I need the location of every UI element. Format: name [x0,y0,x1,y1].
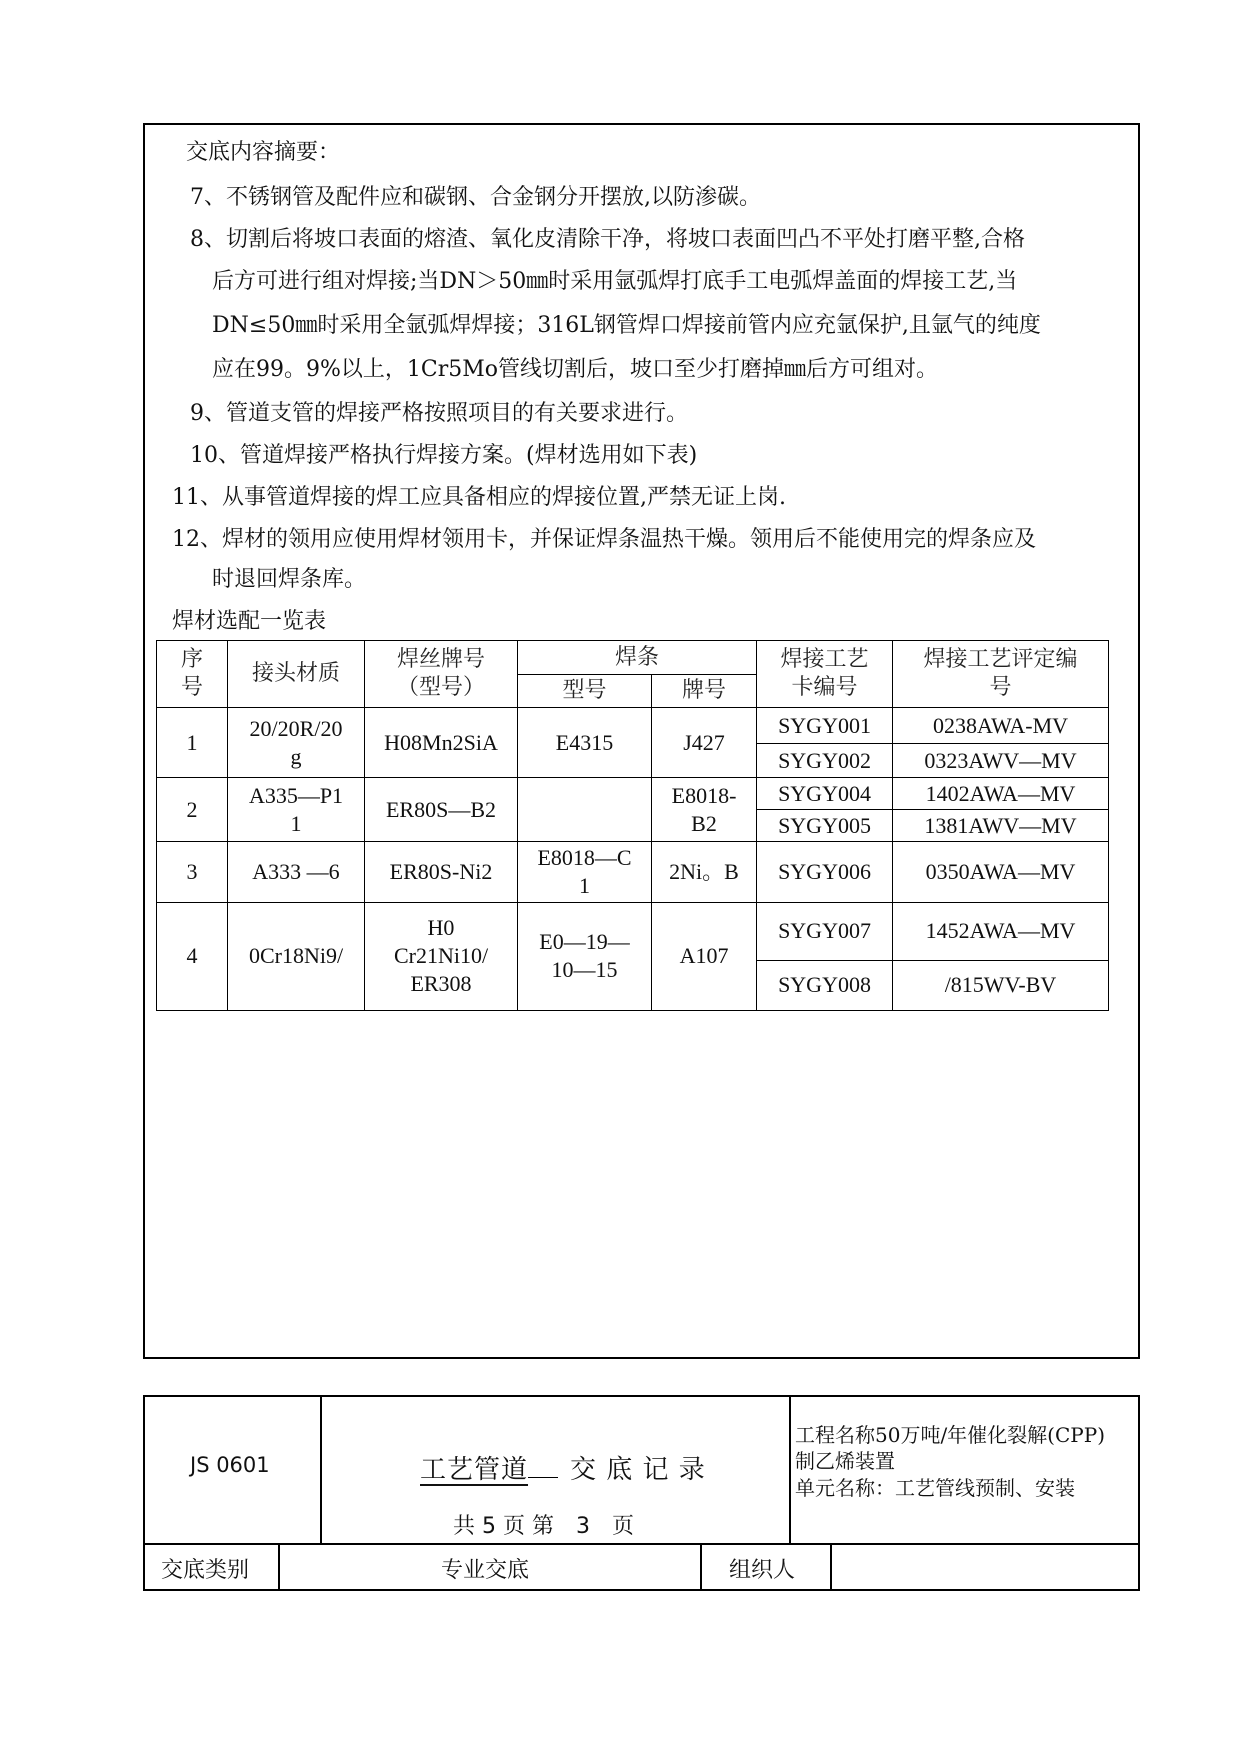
row4-eval-b: /815WV-BV [893,960,1109,1010]
summary-heading: 交底内容摘要： [186,140,341,165]
row2-material: A335—P1 1 [228,778,365,842]
row2-brand: E8018- B2 [652,778,757,842]
row3-eval: 0350AWA—MV [893,842,1109,902]
project-name-cont: 制乙烯装置 [795,1449,895,1473]
record-title-rest: 交 底 记 录 [570,1455,706,1485]
row3-card: SYGY006 [757,842,893,902]
line-11: 11、从事管道焊接的焊工应具备相应的焊接位置,严禁无证上岗. [172,485,786,510]
row1-model: E4315 [518,708,652,778]
line-10: 10、管道焊接严格执行焊接方案。(焊材选用如下表) [190,443,698,468]
row2-card-a: SYGY004 [757,778,893,810]
row4-card-b: SYGY008 [757,960,893,1010]
row3-brand: 2Ni。B [652,842,757,902]
header-wire: 焊丝牌号 （型号） [365,641,518,708]
footer-record-box [143,1395,1140,1591]
row4-eval-a: 1452AWA—MV [893,902,1109,960]
header-eval: 焊接工艺评定编 号 [893,641,1109,708]
header-material: 接头材质 [228,641,365,708]
type-value: 专业交底 [441,1558,530,1583]
row1-eval-a: 0238AWA-MV [893,708,1109,744]
line-7: 7、不锈钢管及配件应和碳钢、合金钢分开摆放,以防渗碳。 [190,185,761,210]
row2-wire: ER80S—B2 [365,778,518,842]
row4-wire: H0 Cr21Ni10/ ER308 [365,902,518,1010]
row1-eval-b: 0323AWV—MV [893,744,1109,778]
organizer-label: 组织人 [729,1558,796,1583]
table-title: 焊材选配一览表 [172,609,327,634]
header-card: 焊接工艺 卡编号 [757,641,893,708]
row2-seq: 2 [157,778,228,842]
row1-card-b: SYGY002 [757,744,893,778]
row1-material: 20/20R/20 g [228,708,365,778]
row2-eval-a: 1402AWA—MV [893,778,1109,810]
line-8c: DN≤50㎜时采用全氩弧焊焊接；316L钢管焊口焊接前管内应充氩保护,且氩气的纯度 [212,313,1041,338]
record-title [390,1449,706,1486]
project-name: 工程名称50万吨/年催化裂解(CPP) [795,1423,1106,1447]
footer-divider-horizontal [145,1543,1138,1545]
footer-divider-b1 [278,1543,280,1589]
page-count: 共 5 页 第 3 页 [453,1514,634,1539]
record-title-underline-gap [528,1457,558,1478]
line-8b: 后方可进行组对焊接;当DN＞50㎜时采用氩弧焊打底手工电弧焊盖面的焊接工艺,当 [212,269,1018,294]
footer-divider-left [320,1397,322,1543]
row1-wire: H08Mn2SiA [365,708,518,778]
row2-card-b: SYGY005 [757,810,893,842]
form-code: JS 0601 [190,1453,270,1477]
row3-model: E8018—C 1 [518,842,652,902]
row1-seq: 1 [157,708,228,778]
footer-divider-b2 [700,1543,702,1589]
header-electrode-brand: 牌号 [652,675,757,708]
row2-model [518,778,652,842]
unit-name: 单元名称：工艺管线预制、安装 [795,1476,1075,1500]
header-seq: 序 号 [157,641,228,708]
line-8a: 8、切割后将坡口表面的熔渣、氧化皮清除干净，将坡口表面凹凸不平处打磨平整,合格 [190,227,1025,252]
line-9: 9、管道支管的焊接严格按照项目的有关要求进行。 [190,401,688,426]
row3-seq: 3 [157,842,228,902]
row4-card-a: SYGY007 [757,902,893,960]
welding-material-table [156,640,1109,1011]
row4-brand: A107 [652,902,757,1010]
row1-brand: J427 [652,708,757,778]
header-electrode-model: 型号 [518,675,652,708]
row3-wire: ER80S-Ni2 [365,842,518,902]
record-title-underlined: 工艺管道 [420,1455,529,1485]
row4-seq: 4 [157,902,228,1010]
row4-material: 0Cr18Ni9/ [228,902,365,1010]
line-12a: 12、焊材的领用应使用焊材领用卡，并保证焊条温热干燥。领用后不能使用完的焊条应及 [172,527,1036,552]
footer-divider-b3 [830,1543,832,1589]
type-label: 交底类别 [161,1558,250,1583]
line-12b: 时退回焊条库。 [212,567,367,592]
row4-model: E0—19— 10—15 [518,902,652,1010]
footer-divider-right [789,1397,791,1543]
line-8d: 应在99。9%以上，1Cr5Mo管线切割后，坡口至少打磨掉㎜后方可组对。 [212,357,939,382]
row3-material: A333 —6 [228,842,365,902]
row2-eval-b: 1381AWV—MV [893,810,1109,842]
row1-card-a: SYGY001 [757,708,893,744]
header-electrode: 焊条 [518,641,757,675]
